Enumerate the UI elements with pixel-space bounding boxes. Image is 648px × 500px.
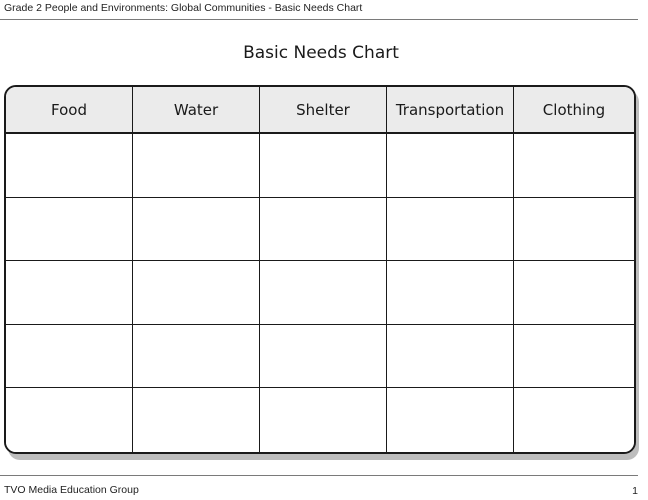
table-cell[interactable] [387,388,514,452]
table-cell[interactable] [6,198,133,262]
table-cell[interactable] [260,325,387,389]
column-header-transportation: Transportation [387,87,514,134]
table-cell[interactable] [133,388,260,452]
table-cell[interactable] [387,198,514,262]
table-cell[interactable] [514,198,634,262]
page-number: 1 [632,485,638,497]
table-cell[interactable] [6,325,133,389]
document-footer: TVO Media Education Group [4,484,139,496]
table-cell[interactable] [387,261,514,325]
column-header-clothing: Clothing [514,87,634,134]
column-header-food: Food [6,87,133,134]
column-header-water: Water [133,87,260,134]
table-cell[interactable] [514,134,634,198]
table-cell[interactable] [260,134,387,198]
table-cell[interactable] [387,325,514,389]
table-cell[interactable] [260,198,387,262]
table-cell[interactable] [6,134,133,198]
table-cell[interactable] [133,198,260,262]
table-cell[interactable] [514,388,634,452]
table-cell[interactable] [514,261,634,325]
column-header-shelter: Shelter [260,87,387,134]
table-cell[interactable] [260,261,387,325]
table-cell[interactable] [260,388,387,452]
footer-divider [0,475,638,476]
table-cell[interactable] [387,134,514,198]
header-divider [0,19,638,20]
page-title: Basic Needs Chart [243,43,399,63]
document-header: Grade 2 People and Environments: Global Communities - Basic Needs Chart [4,2,363,14]
table-cell[interactable] [133,261,260,325]
table-cell[interactable] [6,388,133,452]
table-cell[interactable] [133,325,260,389]
table-cell[interactable] [6,261,133,325]
basic-needs-table [4,85,636,454]
table-cell[interactable] [514,325,634,389]
table-cell[interactable] [133,134,260,198]
